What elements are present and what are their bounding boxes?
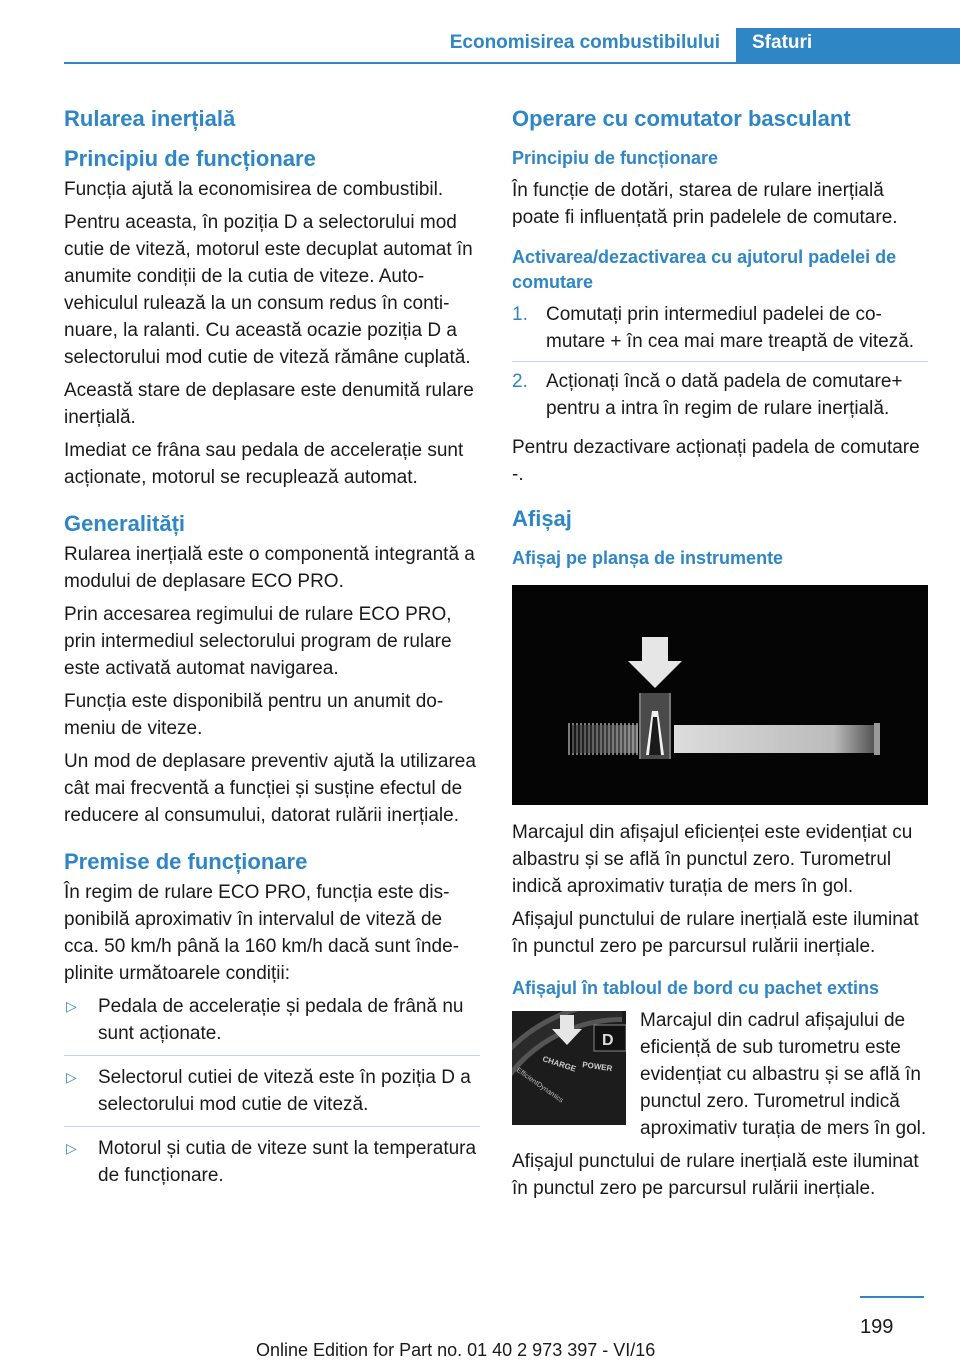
heading-principle: Principiu de funcționare — [512, 148, 719, 168]
paragraph: Această stare de deplasare este denumită rulare inerțială. — [64, 380, 474, 428]
page-number: 199 — [860, 1316, 894, 1338]
list-item: 2. Acționați încă o dată padela de comutare+ pentru a intra în regim de rulare inerțială. — [512, 368, 928, 428]
heading-display: Afișaj — [512, 506, 572, 531]
section-title-coasting: Rularea inerțială — [64, 106, 236, 131]
triangle-bullet-icon: ▷ — [66, 1140, 77, 1156]
paragraph: Afișajul punctului de rulare inerțială este iluminat în punctul zero pe parcursul rulării inerțiale. — [512, 909, 919, 957]
paragraph: Prin accesarea regimului de rulare ECO PRO, prin intermediul selectorului program de rulare este activată automat navigarea. — [64, 604, 452, 679]
gear-indicator: D — [602, 1032, 614, 1049]
edition-footer: Online Edition for Part no. 01 40 2 973 397 - VI/16 — [256, 1340, 656, 1360]
efficiency-display-image — [512, 585, 928, 805]
paragraph: Imediat ce frâna sau pedala de accelerație sunt acționate, motorul se recuplează automat. — [64, 440, 464, 488]
paragraph: Pentru aceasta, în poziția D a selectorului mod cutie de viteză, motorul este decuplat automat în anumite condiții de la cutia de viteze. Autovehiculul rulează la un consum redus în continuare, la ralanti. Cu această ocazie poziția D a selectorului mod cutie de viteză rămâne cuplată. — [64, 212, 473, 368]
header-chapter-tab — [736, 28, 960, 64]
list-item: ▷ Motorul și cutia de viteze sunt la temperatura de funcționare. — [64, 1135, 480, 1197]
heading-general: Generalități — [64, 511, 186, 536]
list-item: 1. Comutați prin intermediul padelei de comutare + în cea mai mare treaptă de viteză. — [512, 301, 928, 362]
paragraph: În funcție de dotări, starea de rulare inerțială poate fi influențată prin padelele de comutare. — [512, 180, 898, 228]
paragraph: Funcția este disponibilă pentru un anumit domeniu de viteze. — [64, 691, 444, 739]
list-item: ▷ Pedala de accelerație și pedala de frână nu sunt acționate. — [64, 993, 480, 1056]
paragraph: Pentru dezactivare acționați padela de comutare -. — [512, 437, 920, 485]
paragraph: Un mod de deplasare preventiv ajută la utilizarea cât mai frecventă a funcției și susține efectul de reducere al consumului, datorat rulării inerțiale. — [64, 751, 476, 826]
header-section-title: Economisirea combustibilului — [449, 32, 720, 53]
paragraph: Funcția ajută la economisirea de combustibil. — [64, 179, 444, 200]
list-item: ▷ Selectorul cutiei de viteză este în poziția D a selectorului mod cutie de viteză. — [64, 1064, 480, 1127]
triangle-bullet-icon: ▷ — [66, 1069, 77, 1085]
heading-principle: Principiu de funcționare — [64, 146, 316, 171]
header-chapter-label: Sfaturi — [752, 32, 813, 53]
section-title-rocker-switch: Operare cu comutator basculant — [512, 106, 851, 131]
brand-label: EfficientDynamics — [514, 1066, 565, 1105]
conditions-list — [64, 993, 480, 1197]
left-column — [64, 100, 480, 1205]
heading-prerequisites: Premise de funcționare — [64, 849, 308, 874]
paragraph: În regim de rulare ECO PRO, funcția este disponibilă aproximativ în intervalul de viteză de cca. 50 km/h până la 160 km/h dacă sunt îndeplinite următoarele condiții: — [64, 882, 460, 984]
triangle-bullet-icon: ▷ — [66, 998, 77, 1014]
paragraph: Marcajul din afișajul eficienței este evidențiat cu albastru și se află în punctul zero. Turometrul indică aproximativ turația de mers în gol. — [512, 822, 913, 897]
heading-display-dashboard: Afișajul în tabloul de bord cu pachet extins — [512, 978, 880, 998]
charge-label: CHARGE — [541, 1054, 578, 1074]
step-number: 1. — [512, 304, 528, 325]
header-bar — [64, 28, 736, 64]
dashboard-figure-block — [512, 1007, 928, 1148]
step-number: 2. — [512, 371, 528, 392]
paragraph: Rularea inerțială este o componentă integrantă a modului de deplasare ECO PRO. — [64, 544, 475, 592]
power-label: POWER — [581, 1060, 613, 1074]
heading-activation: Activarea/dezactivarea cu ajutorul padelei de comutare — [512, 247, 897, 292]
paragraph: Marcajul din cadrul afișajului de eficiență de sub turometru este evidențiat cu albastru și se află în punctul zero. Turometrul indică aproximativ turația de mers în gol. — [640, 1010, 927, 1139]
footer-rule — [860, 1296, 924, 1298]
heading-display-instrument-panel: Afișaj pe planșa de instrumente — [512, 548, 784, 568]
right-column — [512, 100, 928, 1208]
paragraph: Afișajul punctului de rulare inerțială este iluminat în punctul zero pe parcursul rulării inerțiale. — [512, 1151, 919, 1199]
steps-list — [512, 301, 928, 428]
efficiency-gauge-image — [512, 1011, 626, 1125]
